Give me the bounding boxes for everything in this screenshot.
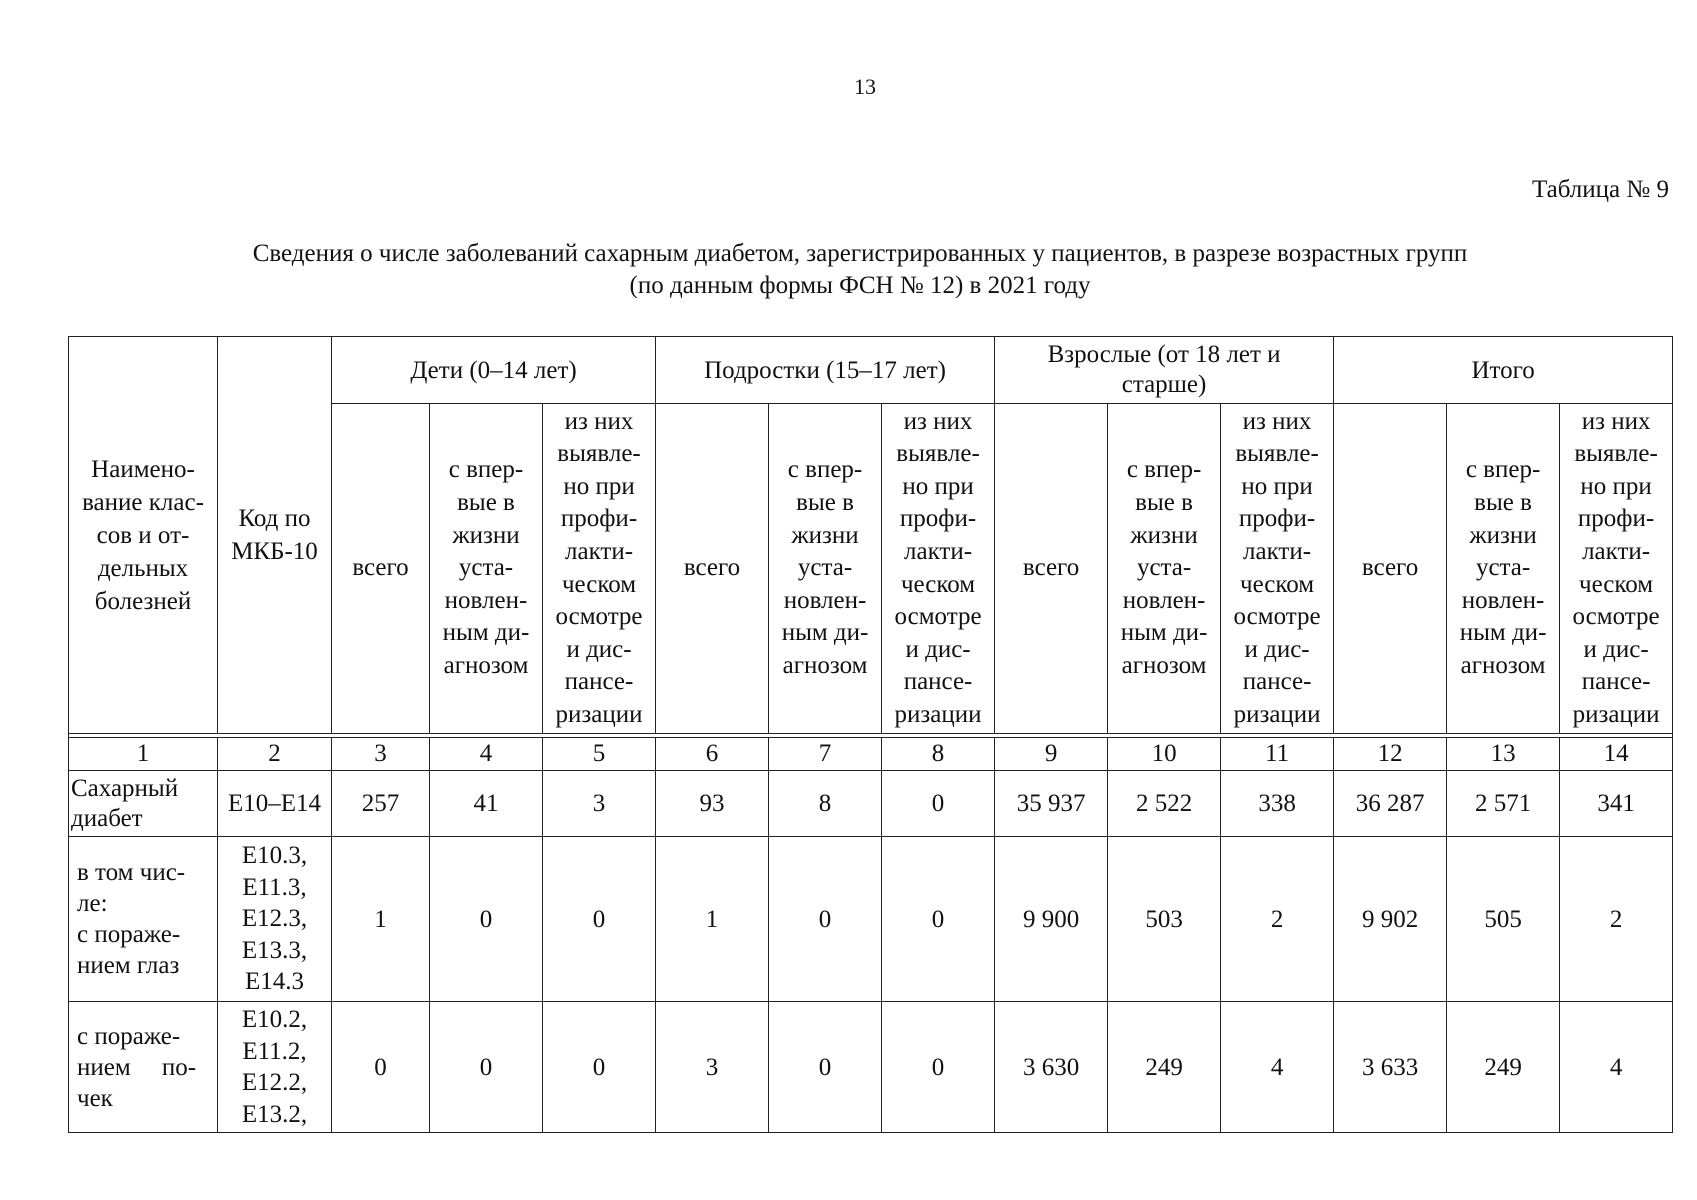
row-name: с пораже- нием по- чек — [69, 1002, 218, 1133]
row-value: 0 — [882, 1002, 995, 1133]
column-number: 6 — [656, 738, 769, 771]
row-value: 0 — [430, 1002, 543, 1133]
row-value: 0 — [332, 1002, 430, 1133]
header-code — [218, 337, 332, 734]
column-number: 12 — [1334, 738, 1447, 771]
column-number: 5 — [543, 738, 656, 771]
row-value: 9 902 — [1334, 837, 1447, 1002]
title-line-2: (по данным формы ФСН № 12) в 2021 году — [629, 272, 1091, 299]
header-first-time-children: с впер- вые в жизни уста- новлен- ным ди- агнозом — [430, 404, 543, 734]
row-value: 0 — [543, 837, 656, 1002]
row-value: 0 — [543, 1002, 656, 1133]
header-preventive-all: из них выявле- но при профи- лакти- ческом осмотре и дис- пансе- ризации — [1560, 404, 1673, 734]
column-number: 7 — [769, 738, 882, 771]
row-value: 0 — [769, 837, 882, 1002]
header-preventive-adults: из них выявле- но при профи- лакти- ческом осмотре и дис- пансе- ризации — [1221, 404, 1334, 734]
row-value: 2 — [1560, 837, 1673, 1002]
column-number: 2 — [218, 738, 332, 771]
header-first-time-teens: с впер- вые в жизни уста- новлен- ным ди- агнозом — [769, 404, 882, 734]
row-value: 36 287 — [1334, 771, 1447, 837]
header-total-all: всего — [1334, 404, 1447, 734]
row-value: 1 — [332, 837, 430, 1002]
page-number: 13 — [854, 74, 876, 99]
header-group-children: Дети (0–14 лет) — [332, 337, 656, 404]
row-code: E10.2, E11.2, E12.2, E13.2, — [218, 1002, 332, 1133]
row-value: 257 — [332, 771, 430, 837]
column-number: 9 — [995, 738, 1108, 771]
table-row — [69, 837, 1673, 1002]
row-name: Сахарный диабет — [69, 771, 218, 837]
row-value: 2 — [1221, 837, 1334, 1002]
column-number: 3 — [332, 738, 430, 771]
row-value: 503 — [1108, 837, 1221, 1002]
column-number: 14 — [1560, 738, 1673, 771]
header-group-adults — [995, 337, 1334, 404]
column-number: 1 — [69, 738, 218, 771]
row-value: 41 — [430, 771, 543, 837]
row-value: 3 633 — [1334, 1002, 1447, 1133]
row-value: 3 — [543, 771, 656, 837]
table-row — [69, 1002, 1673, 1133]
header-group-total: Итого — [1334, 337, 1673, 404]
header-group-teens: Подростки (15–17 лет) — [656, 337, 995, 404]
row-value: 93 — [656, 771, 769, 837]
row-value: 9 900 — [995, 837, 1108, 1002]
row-value: 3 630 — [995, 1002, 1108, 1133]
row-value: 4 — [1560, 1002, 1673, 1133]
header-total-children: всего — [332, 404, 430, 734]
row-value: 249 — [1108, 1002, 1221, 1133]
row-value: 8 — [769, 771, 882, 837]
header-first-time-all: с впер- вые в жизни уста- новлен- ным ди- агнозом — [1447, 404, 1560, 734]
column-number: 8 — [882, 738, 995, 771]
header-code-text: Код по МКБ-10 — [231, 505, 318, 565]
column-number: 11 — [1221, 738, 1334, 771]
table-row — [69, 771, 1673, 837]
header-total-teens: всего — [656, 404, 769, 734]
column-number: 13 — [1447, 738, 1560, 771]
header-preventive-children: из них выявле- но при профи- лакти- ческом осмотре и дис- пансе- ризации — [543, 404, 656, 734]
row-value: 505 — [1447, 837, 1560, 1002]
row-code: E10–E14 — [218, 771, 332, 837]
row-value: 0 — [882, 837, 995, 1002]
row-value: 0 — [882, 771, 995, 837]
column-number-row — [69, 738, 1673, 771]
row-code: E10.3, E11.3, E12.3, E13.3, E14.3 — [218, 837, 332, 1002]
header-first-time-adults: с впер- вые в жизни уста- новлен- ным ди- агнозом — [1108, 404, 1221, 734]
row-value: 341 — [1560, 771, 1673, 837]
row-value: 3 — [656, 1002, 769, 1133]
header-name — [69, 337, 218, 734]
row-value: 0 — [769, 1002, 882, 1133]
table-label: Таблица № 9 — [1531, 176, 1669, 203]
row-value: 0 — [430, 837, 543, 1002]
diabetes-table — [68, 336, 1673, 1133]
header-total-adults: всего — [995, 404, 1108, 734]
row-name: в том чис- ле: с пораже- нием глаз — [69, 837, 218, 1002]
row-value: 338 — [1221, 771, 1334, 837]
row-value: 35 937 — [995, 771, 1108, 837]
document-title — [140, 238, 1580, 302]
column-number: 10 — [1108, 738, 1221, 771]
row-value: 4 — [1221, 1002, 1334, 1133]
header-group-adults-text: Взрослые (от 18 лет и старше) — [1047, 341, 1281, 398]
row-value: 2 522 — [1108, 771, 1221, 837]
row-value: 1 — [656, 837, 769, 1002]
row-value: 2 571 — [1447, 771, 1560, 837]
title-line-1: Сведения о числе заболеваний сахарным диабетом, зарегистрированных у пациентов, в разрезе возрастных групп — [252, 240, 1468, 267]
header-name-text: Наимено- вание клас- сов и от- дельных болезней — [82, 455, 204, 615]
row-value: 249 — [1447, 1002, 1560, 1133]
header-preventive-teens: из них выявле- но при профи- лакти- ческом осмотре и дис- пансе- ризации — [882, 404, 995, 734]
column-number: 4 — [430, 738, 543, 771]
